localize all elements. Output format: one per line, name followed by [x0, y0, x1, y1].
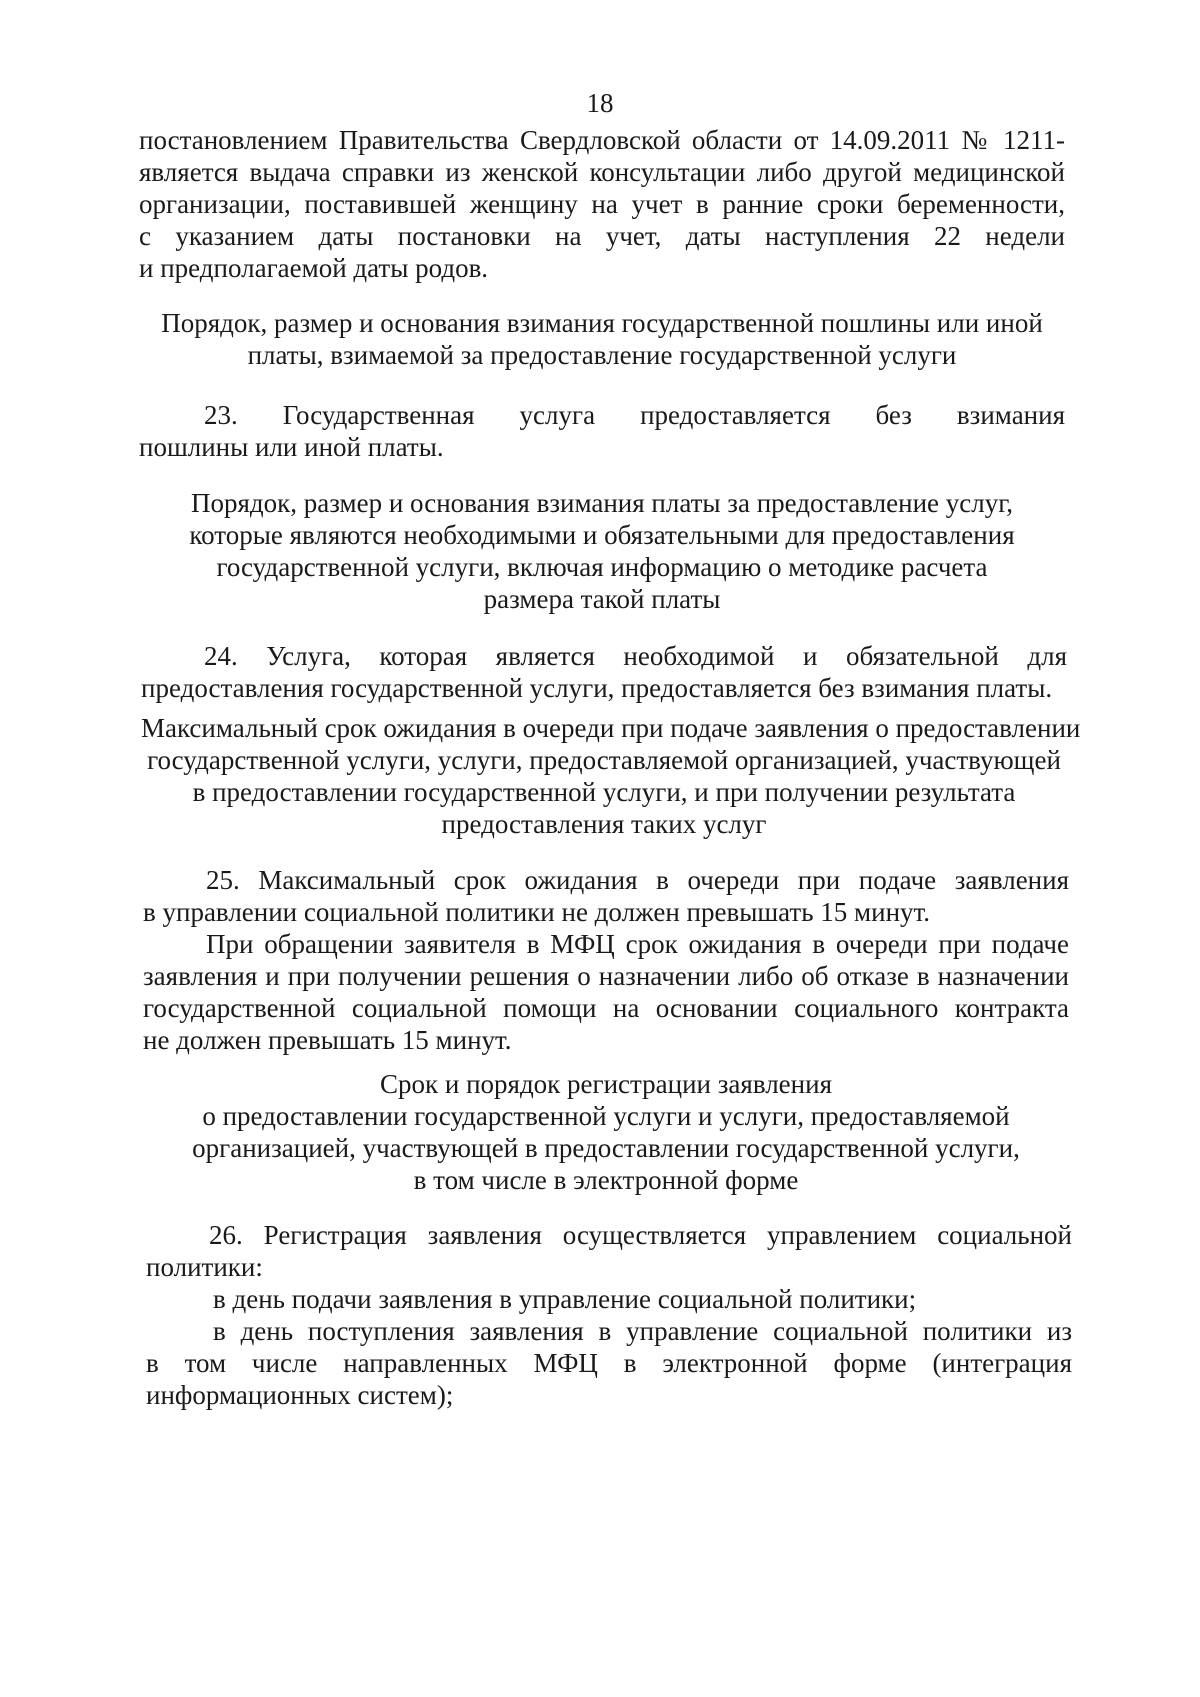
paragraph-line: в том числе направленных МФЦ в электронной форме (интеграция — [146, 1348, 1072, 1378]
section-heading-related-fee — [139, 487, 1065, 615]
paragraph-24 — [141, 640, 1067, 704]
heading-line: которые являются необходимыми и обязательными для предоставления — [189, 520, 1015, 550]
paragraph-23 — [139, 399, 1065, 463]
paragraph-line: информационных систем); — [146, 1380, 454, 1410]
section-heading-fee — [139, 307, 1065, 371]
paragraph-line: с указанием даты постановки на учет, даты наступления 22 недели — [139, 221, 1065, 251]
paragraph-line: постановлением Правительства Свердловской области от 14.09.2011 № 1211- — [139, 125, 1065, 155]
paragraph-line: 23. Государственная услуга предоставляется без взимания — [204, 400, 1065, 430]
paragraph-line: организации, поставившей женщину на учет в ранние сроки беременности, — [139, 189, 1065, 219]
heading-line: размера такой платы — [483, 584, 721, 614]
paragraph-26 — [146, 1219, 1072, 1411]
paragraph-line: заявления и при получении решения о назначении либо об отказе в назначении — [143, 961, 1069, 991]
paragraph-line: предоставления государственной услуги, предоставляется без взимания платы. — [141, 673, 1053, 703]
page-number: 18 — [586, 88, 614, 118]
section-heading-waiting-time — [141, 712, 1081, 840]
heading-line: в том числе в электронной форме — [413, 1165, 799, 1195]
paragraph-line: в день поступления заявления в управление социальной политики из — [213, 1316, 1072, 1346]
heading-line: государственной услуги, включая информацию о методике расчета — [216, 552, 988, 582]
heading-line: Порядок, размер и основания взимания платы за предоставление услуг, — [190, 488, 1014, 518]
heading-line: платы, взимаемой за предоставление государственной услуги — [247, 340, 957, 370]
paragraph-line: 24. Услуга, которая является необходимой и обязательной для — [204, 641, 1067, 671]
heading-line: предоставления таких услуг — [441, 809, 767, 839]
heading-line: Срок и порядок регистрации заявления — [380, 1069, 832, 1099]
intro-paragraph — [139, 124, 1065, 284]
heading-line: государственной услуги, услуги, предоставляемой организацией, участвующей — [147, 745, 1061, 775]
paragraph-line: и предполагаемой даты родов. — [139, 253, 489, 283]
paragraph-line: не должен превышать 15 минут. — [143, 1025, 512, 1055]
heading-line: Порядок, размер и основания взимания государственной пошлины или иной — [161, 308, 1043, 338]
paragraph-line: государственной социальной помощи на основании социального контракта — [143, 993, 1069, 1023]
heading-line: в предоставлении государственной услуги, и при получении результата — [192, 777, 1016, 807]
paragraph-25 — [143, 864, 1069, 1056]
paragraph-line: При обращении заявителя в МФЦ срок ожидания в очереди при подаче — [206, 929, 1069, 959]
paragraph-line: пошлины или иной платы. — [139, 432, 444, 462]
paragraph-line: политики: — [146, 1252, 263, 1282]
section-heading-registration — [143, 1068, 1069, 1196]
paragraph-line: 25. Максимальный срок ожидания в очереди при подаче заявления — [206, 865, 1069, 895]
heading-line: организацией, участвующей в предоставлении государственной услуги, — [192, 1133, 1020, 1163]
paragraph-line: в день подачи заявления в управление социальной политики; — [213, 1284, 917, 1314]
paragraph-line: 26. Регистрация заявления осуществляется управлением социальной — [209, 1220, 1072, 1250]
heading-line: Максимальный срок ожидания в очереди при подаче заявления о предоставлении — [141, 713, 1081, 743]
heading-line: о предоставлении государственной услуги и услуги, предоставляемой — [202, 1101, 1010, 1131]
paragraph-line: является выдача справки из женской консультации либо другой медицинской — [139, 157, 1065, 187]
paragraph-line: в управлении социальной политики не должен превышать 15 минут. — [143, 897, 931, 927]
